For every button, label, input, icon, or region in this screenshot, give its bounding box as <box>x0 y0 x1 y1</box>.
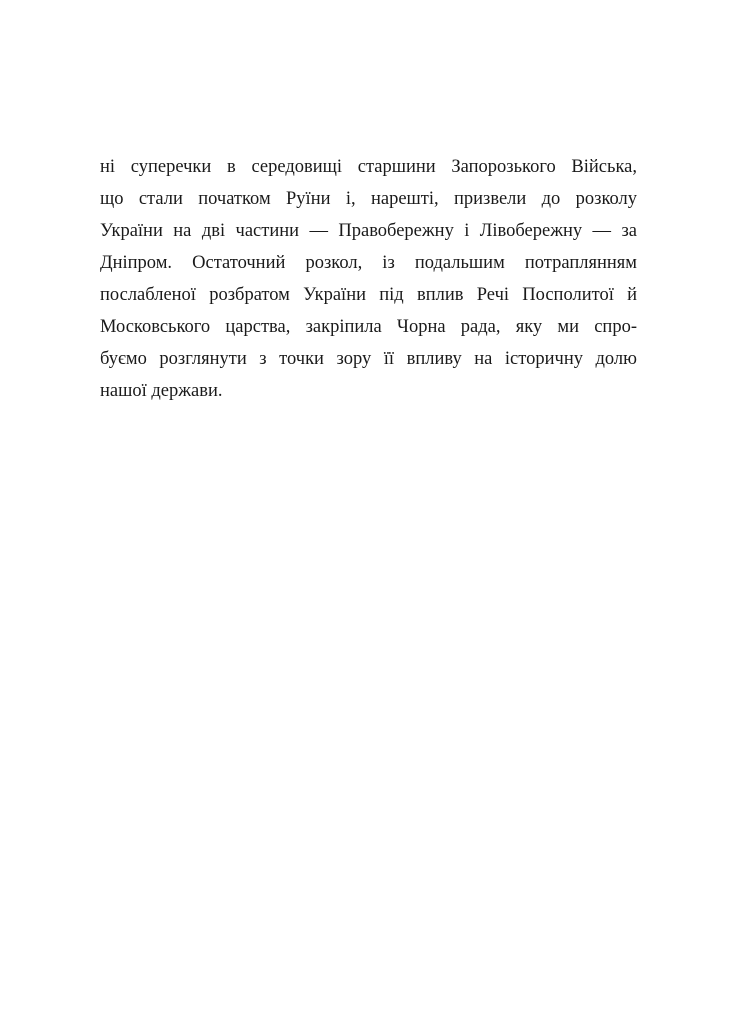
paragraph-line-5: послабленої розбратом України під вплив Речі Посполитої й <box>100 285 637 305</box>
paragraph-line-2: що стали початком Руїни і, нарешті, призвели до розколу <box>100 189 637 209</box>
paragraph-line-3: України на дві частини — Правобережну і Лівобережну — за <box>100 221 637 241</box>
body-paragraph <box>100 151 637 407</box>
paragraph-line-6: Московського царства, закріпила Чорна рада, яку ми спро- <box>100 317 637 337</box>
paragraph-line-1: ні суперечки в середовищі старшини Запорозького Війська, <box>100 157 637 177</box>
paragraph-line-8: нашої держави. <box>100 381 223 401</box>
paragraph-line-7: буємо розглянути з точки зору її впливу на історичну долю <box>100 349 637 369</box>
paragraph-line-4: Дніпром. Остаточний розкол, із подальшим потраплянням <box>100 253 637 273</box>
